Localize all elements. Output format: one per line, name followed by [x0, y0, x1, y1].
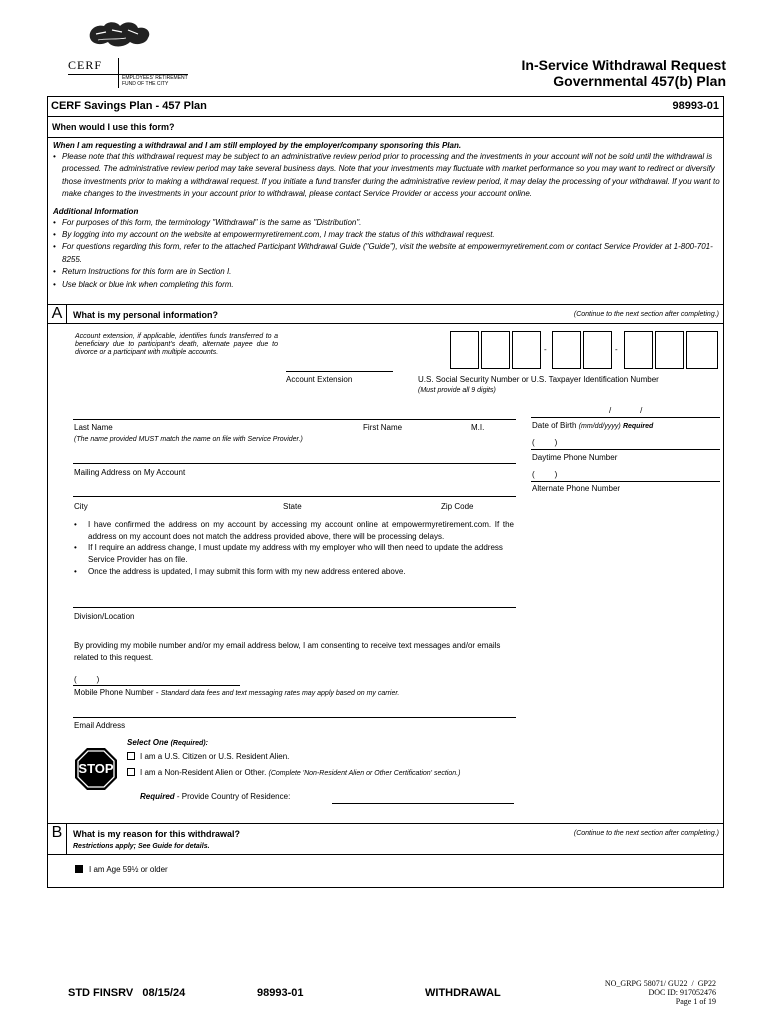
- ssn-dash: -: [544, 345, 547, 354]
- nonresident-checkbox[interactable]: [127, 768, 135, 776]
- divider: [48, 854, 723, 855]
- mobile-label: Mobile Phone Number -: [74, 688, 159, 697]
- select-one-label: Select One: [127, 738, 169, 747]
- footer-form-id: STD FINSRV 08/15/24: [68, 987, 186, 999]
- section-b-continue: (Continue to the next section after completing.): [573, 830, 719, 837]
- footer-type: WITHDRAWAL: [425, 987, 501, 999]
- mobile-line[interactable]: [73, 685, 240, 686]
- mobile-note: Standard data fees and text messaging rates may apply based on my carrier.: [160, 690, 400, 697]
- section-a-continue: (Continue to the next section after completing.): [573, 311, 719, 318]
- footer-code: NO_GRPG 58071/ GU22 / GP22: [604, 979, 716, 988]
- additional-item: • For questions regarding this form, refer to the attached Participant Withdrawal Guide ("Guide"), visit the website at empowermyretirement.com or contact Service Provider at 1-800-701-8255.: [53, 241, 721, 266]
- citizen-checkbox[interactable]: [127, 752, 135, 760]
- alt-phone-line[interactable]: [531, 481, 720, 482]
- alt-phone-label: Alternate Phone Number: [532, 484, 621, 493]
- ssn-digit-box[interactable]: [583, 331, 612, 369]
- dob-label-text: Date of Birth: [532, 421, 577, 430]
- address-bullet: • If I require an address change, I must update my address with my employer who will then need to update the address Service Provider has on file.: [74, 542, 514, 565]
- account-extension-label: Account Extension: [286, 375, 353, 384]
- city-state-zip-line[interactable]: [73, 496, 516, 497]
- age-label: I am Age 59½ or older: [89, 865, 168, 874]
- section-b-letter: B: [48, 823, 67, 854]
- additional-heading: Additional Information: [53, 206, 139, 216]
- ssn-dash: -: [615, 345, 618, 354]
- name-note: (The name provided MUST match the name on file with Service Provider.): [74, 436, 303, 443]
- country-required: Required: [140, 792, 175, 801]
- stop-text: STOP: [78, 761, 114, 776]
- country-row: [140, 792, 290, 802]
- email-line[interactable]: [73, 717, 516, 718]
- alt-phone-paren: ( ): [532, 470, 558, 479]
- ssn-digit-box[interactable]: [655, 331, 684, 369]
- mi-label: M.I.: [471, 423, 485, 432]
- logo-subtitle-2: FUND OF THE CITY: [122, 81, 169, 87]
- dob-slashes: / /: [609, 406, 643, 415]
- account-extension-line: [286, 371, 393, 372]
- citizen-label: I am a U.S. Citizen or U.S. Resident Alien.: [140, 752, 290, 761]
- logo-name: CERF: [68, 58, 103, 72]
- account-extension-note: Account extension, if applicable, identifies funds transferred to a beneficiary due to participant's death, alternate payee due to divorce or a participant with multiple accounts.: [75, 333, 278, 356]
- mobile-paren: ( ): [74, 675, 100, 684]
- when-heading: When would I use this form?: [52, 122, 175, 132]
- division-label: Division/Location: [74, 612, 135, 621]
- age-option[interactable]: [75, 865, 168, 875]
- fist-logo-icon: [86, 18, 156, 50]
- dob-label: [532, 421, 653, 431]
- divider: [48, 137, 723, 138]
- divider: [48, 323, 723, 324]
- dob-required: Required: [622, 423, 654, 430]
- mailing-address-label: Mailing Address on My Account: [74, 468, 186, 477]
- select-one-required: (Required):: [170, 740, 208, 747]
- plan-number: 98993-01: [672, 100, 719, 112]
- ssn-digit-box[interactable]: [624, 331, 653, 369]
- mobile-label-row: [74, 688, 399, 698]
- ssn-digit-box[interactable]: [686, 331, 718, 369]
- ssn-boxes[interactable]: [450, 331, 720, 371]
- ssn-digit-box[interactable]: [552, 331, 581, 369]
- address-bullets: [74, 519, 514, 578]
- title-line-2: Governmental 457(b) Plan: [553, 73, 726, 89]
- mailing-address-line[interactable]: [73, 463, 516, 464]
- ssn-label: U.S. Social Security Number or U.S. Taxpayer Identification Number: [418, 375, 659, 384]
- logo-subtitle-1: EMPLOYEES' RETIREMENT: [122, 75, 188, 81]
- country-line[interactable]: [332, 803, 514, 804]
- ssn-digit-box[interactable]: [450, 331, 479, 369]
- footer-page: Page 1 of 19: [675, 997, 716, 1006]
- divider: [48, 116, 723, 117]
- section-b-heading: What is my reason for this withdrawal?: [73, 829, 241, 839]
- footer-doc-info: [605, 979, 716, 1006]
- dob-line[interactable]: [531, 417, 720, 418]
- last-name-label: Last Name: [74, 423, 113, 432]
- footer-plan-number: 98993-01: [257, 987, 304, 999]
- form-frame: [47, 96, 724, 888]
- country-label: - Provide Country of Residence:: [176, 792, 291, 801]
- section-b-restrictions: Restrictions apply; See Guide for details.: [73, 843, 210, 850]
- footer-doc-id: DOC ID: 917052476: [648, 988, 716, 997]
- address-bullet: • I have confirmed the address on my account by accessing my account online at empowermyretirement.com. If the address on my account does not match the address provided above, there will be processing delays.: [74, 519, 514, 542]
- age-checkbox[interactable]: [75, 865, 83, 873]
- ssn-digit-box[interactable]: [481, 331, 510, 369]
- cerf-logo: [68, 18, 188, 88]
- first-name-label: First Name: [363, 423, 403, 432]
- zip-label: Zip Code: [441, 502, 474, 511]
- nonresident-label: I am a Non-Resident Alien or Other.: [140, 768, 267, 777]
- plan-name: CERF Savings Plan - 457 Plan: [51, 100, 207, 112]
- dob-format: (mm/dd/yyyy): [578, 423, 621, 430]
- title-line-1: In-Service Withdrawal Request: [521, 57, 726, 73]
- ssn-note: (Must provide all 9 digits): [418, 387, 496, 394]
- consent-text: By providing my mobile number and/or my email address below, I am consenting to receive text messages and/or emails related to this request.: [74, 641, 501, 662]
- day-phone-label: Daytime Phone Number: [532, 453, 618, 462]
- ssn-digit-box[interactable]: [512, 331, 541, 369]
- logo-divider: [118, 58, 119, 88]
- divider: [48, 304, 723, 305]
- divider: [48, 823, 723, 824]
- additional-item: • By logging into my account on the website at empowermyretirement.com, I may track the status of this withdrawal request.: [53, 229, 721, 241]
- day-phone-paren: ( ): [532, 438, 558, 447]
- select-one-row: [127, 738, 208, 748]
- when-lead: When I am requesting a withdrawal and I am still employed by the employer/company sponsoring this Plan.: [53, 141, 462, 150]
- day-phone-line[interactable]: [531, 449, 720, 450]
- name-line[interactable]: [73, 419, 516, 420]
- email-label: Email Address: [74, 721, 126, 730]
- form-title: [426, 57, 726, 89]
- when-content: [53, 141, 721, 291]
- city-label: City: [74, 502, 88, 511]
- section-a-heading: What is my personal information?: [73, 310, 219, 320]
- additional-item: • Return Instructions for this form are in Section I.: [53, 266, 721, 278]
- address-bullet: • Once the address is updated, I may submit this form with my new address entered above.: [74, 566, 514, 578]
- additional-item: • Use black or blue ink when completing this form.: [53, 279, 721, 291]
- stop-sign-icon: [74, 747, 118, 791]
- state-label: State: [283, 502, 302, 511]
- section-a-letter: A: [48, 304, 67, 323]
- additional-item: • For purposes of this form, the terminology "Withdrawal" is the same as "Distribution".: [53, 217, 721, 229]
- account-extension-input[interactable]: [286, 333, 393, 371]
- citizen-option[interactable]: [127, 752, 289, 762]
- when-bullet-1: • Please note that this withdrawal request may be subject to an administrative review period prior to processing and the investments in your account will not be sold until the withdrawal is processed. The administrative review period may take several business days. Note that your investments may fluctuate with market performance so you may want to redirect or diversify those investments prior to making a withdrawal request. If you initiate a fund transfer during the administrative review period, it may delay the processing of your withdrawal. If you want to make changes to the investments in your account prior to withdrawal, please contact Service Provider or access your account online.: [53, 151, 721, 201]
- division-line[interactable]: [73, 607, 516, 608]
- nonresident-option[interactable]: [127, 768, 522, 778]
- nonresident-note: (Complete 'Non-Resident Alien or Other Certification' section.): [268, 770, 461, 777]
